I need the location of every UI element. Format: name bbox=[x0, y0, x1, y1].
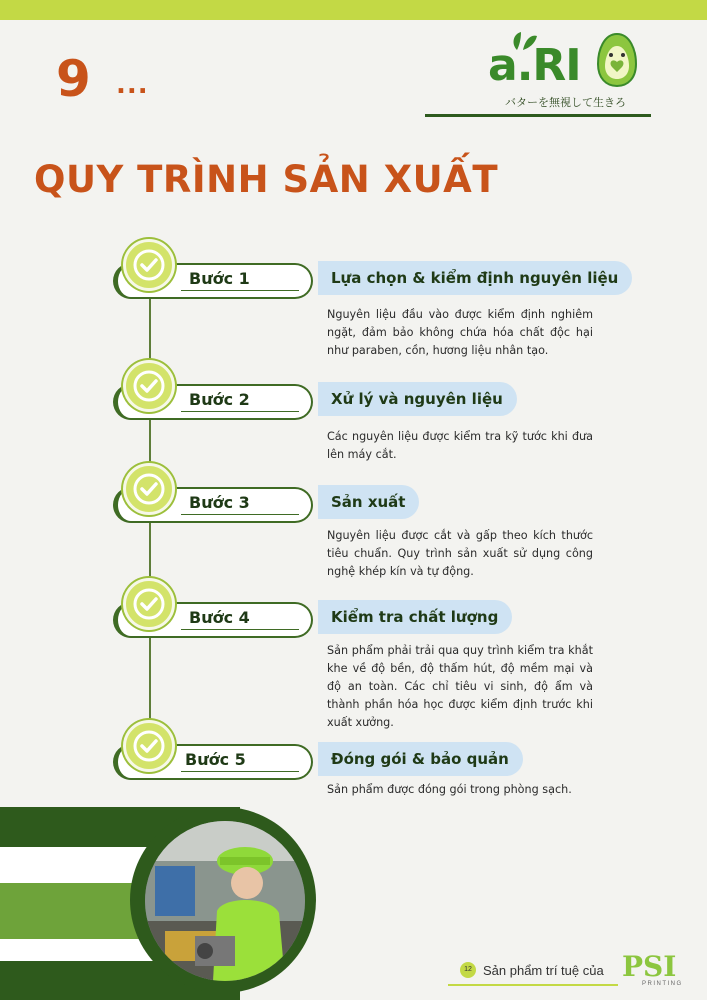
pill-underline bbox=[181, 771, 299, 772]
page-number-badge: 12 bbox=[460, 962, 476, 978]
logo-underline bbox=[425, 114, 651, 117]
step-description: Sản phẩm phải trải qua quy trình kiểm tra khắt khe về độ bền, độ thấm hút, độ mềm mại và độ an toàn. Các chỉ tiêu vi sinh, độ ẩm và thành phần hóa học được kiểm định trước khi xuất xưởng. bbox=[327, 644, 593, 729]
footer-underline bbox=[448, 984, 618, 986]
step-heading: Lựa chọn & kiểm định nguyên liệu bbox=[318, 261, 632, 295]
check-circle-icon bbox=[123, 239, 175, 291]
step-label: Bước 4 bbox=[189, 608, 250, 627]
step-heading: Sản xuất bbox=[318, 485, 419, 519]
step-heading: Xử lý và nguyên liệu bbox=[318, 382, 517, 416]
section-ellipsis: ... bbox=[116, 70, 149, 100]
psi-logo-icon bbox=[620, 950, 680, 982]
step-label: Bước 3 bbox=[189, 493, 250, 512]
step-description: Nguyên liệu được cắt và gấp theo kích thước tiêu chuẩn. Quy trình sản xuất sử dụng công nghệ khép kín và tự động. bbox=[327, 529, 593, 578]
logo-wordmark: a.RI bbox=[488, 40, 581, 91]
top-accent-bar bbox=[0, 0, 707, 20]
step-label: Bước 2 bbox=[189, 390, 250, 409]
pill-underline bbox=[181, 629, 299, 630]
logo-tagline: バターを無視して生きろ bbox=[505, 96, 626, 109]
check-circle-icon bbox=[123, 463, 175, 515]
check-circle-icon bbox=[123, 578, 175, 630]
pill-underline bbox=[181, 290, 299, 291]
step-label: Bước 5 bbox=[185, 750, 246, 769]
step-description: Các nguyên liệu được kiểm tra kỹ tước khi đưa lên máy cắt. bbox=[327, 430, 593, 461]
check-circle-icon bbox=[123, 720, 175, 772]
step-heading: Kiểm tra chất lượng bbox=[318, 600, 512, 634]
pill-underline bbox=[181, 411, 299, 412]
footer-logo-sub: PRINTING bbox=[642, 981, 683, 987]
section-number: 9 bbox=[56, 50, 93, 108]
factory-photo bbox=[145, 821, 305, 981]
bottom-decoration bbox=[0, 807, 300, 1000]
step-description: Nguyên liệu đầu vào được kiểm định nghiêm ngặt, đảm bảo không chứa hóa chất độc hại như paraben, cồn, hương liệu nhân tạo. bbox=[327, 308, 593, 357]
step-heading: Đóng gói & bảo quản bbox=[318, 742, 523, 776]
avocado-mascot-icon bbox=[592, 32, 642, 88]
footer-credit: Sản phẩm trí tuệ của bbox=[483, 963, 604, 978]
pill-underline bbox=[181, 514, 299, 515]
brand-logo bbox=[425, 28, 653, 120]
footer-logo-text: PSI bbox=[622, 950, 677, 982]
check-circle-icon bbox=[123, 360, 175, 412]
page-title: QUY TRÌNH SẢN XUẤT bbox=[34, 158, 499, 201]
step-label: Bước 1 bbox=[189, 269, 250, 288]
step-description: Sản phẩm được đóng gói trong phòng sạch. bbox=[327, 783, 572, 796]
